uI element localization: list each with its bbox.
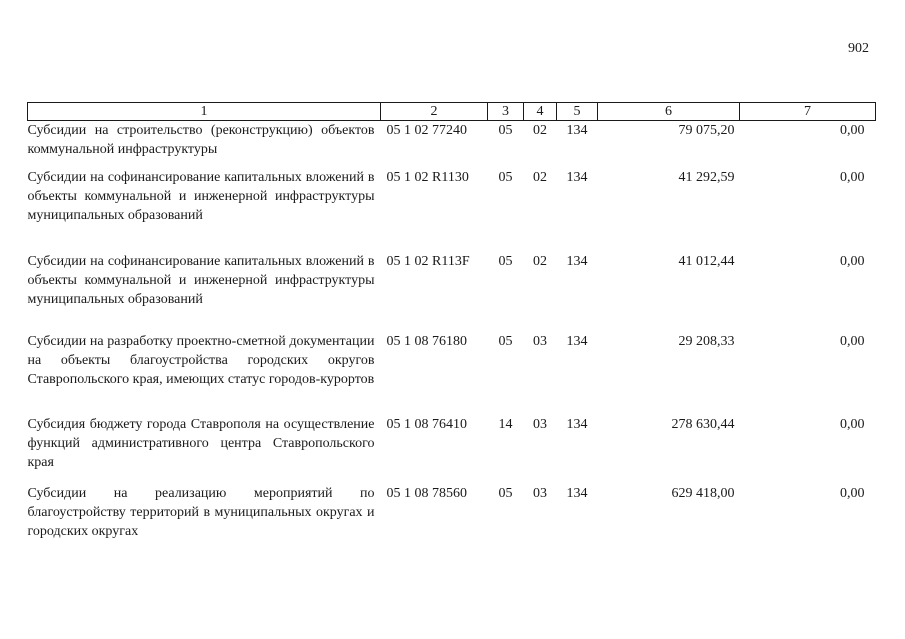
row-name: Субсидии на софинансирование капитальных вложений в объекты коммунальной и инженерной инфраструктуры муниципальных образований [27, 254, 375, 307]
table-row [28, 168, 876, 252]
table-row [28, 415, 876, 484]
row-section: 05 [498, 334, 513, 349]
row-name: Субсидии на софинансирование капитальных вложений в объекты коммунальной и инженерной инфраструктуры муниципальных образований [27, 170, 375, 223]
column-header-7: 7 [740, 103, 876, 121]
row-target-article: 05 1 02 R113F [386, 254, 470, 269]
table-row [28, 121, 876, 169]
row-section: 05 [498, 123, 513, 138]
column-header-1: 1 [28, 103, 381, 121]
row-subsection: 03 [533, 486, 547, 501]
row-sum-2: 0,00 [840, 254, 865, 269]
row-name: Субсидии на реализацию мероприятий по благоустройству территорий в муниципальных округах и городских округах [27, 486, 375, 539]
table-row [28, 252, 876, 332]
row-sum-1: 278 630,44 [671, 417, 735, 432]
row-name: Субсидии на разработку проектно-сметной документации на объекты благоустройства городских округов Ставропольского края, имеющих статус городов-курортов [27, 334, 375, 387]
row-sum-2: 0,00 [840, 417, 865, 432]
column-header-2: 2 [381, 103, 488, 121]
row-target-article: 05 1 08 76410 [386, 417, 467, 432]
table-body [28, 121, 876, 545]
row-sum-1: 29 208,33 [678, 334, 735, 349]
column-header-5: 5 [557, 103, 598, 121]
budget-table [27, 102, 876, 544]
row-sum-1: 79 075,20 [678, 123, 735, 138]
row-expense-type: 134 [566, 486, 588, 501]
page-number: 902 [848, 41, 869, 56]
row-expense-type: 134 [566, 170, 588, 185]
table-header [28, 103, 876, 121]
column-header-6: 6 [598, 103, 740, 121]
row-subsection: 02 [533, 123, 547, 138]
row-subsection: 03 [533, 334, 547, 349]
row-name: Субсидия бюджету города Ставрополя на осуществление функций административного центра Ставропольского края [27, 417, 375, 470]
row-expense-type: 134 [566, 254, 588, 269]
row-target-article: 05 1 02 77240 [386, 123, 467, 138]
row-subsection: 03 [533, 417, 547, 432]
row-expense-type: 134 [566, 334, 588, 349]
row-sum-1: 41 012,44 [678, 254, 735, 269]
row-section: 05 [498, 254, 513, 269]
table-row [28, 484, 876, 544]
row-sum-1: 629 418,00 [671, 486, 735, 501]
row-sum-2: 0,00 [840, 486, 865, 501]
row-sum-2: 0,00 [840, 123, 865, 138]
column-header-3: 3 [488, 103, 524, 121]
table-row [28, 332, 876, 415]
row-expense-type: 134 [566, 417, 588, 432]
row-sum-2: 0,00 [840, 170, 865, 185]
column-header-4: 4 [524, 103, 557, 121]
row-target-article: 05 1 08 78560 [386, 486, 467, 501]
row-expense-type: 134 [566, 123, 588, 138]
row-name: Субсидии на строительство (реконструкцию) объектов коммунальной инфраструктуры [27, 123, 375, 157]
row-subsection: 02 [533, 170, 547, 185]
row-target-article: 05 1 02 R1130 [386, 170, 469, 185]
row-sum-1: 41 292,59 [678, 170, 735, 185]
row-section: 05 [498, 486, 513, 501]
row-target-article: 05 1 08 76180 [386, 334, 467, 349]
row-sum-2: 0,00 [840, 334, 865, 349]
row-subsection: 02 [533, 254, 547, 269]
header-row [28, 103, 876, 121]
row-section: 14 [498, 417, 513, 432]
row-section: 05 [498, 170, 513, 185]
